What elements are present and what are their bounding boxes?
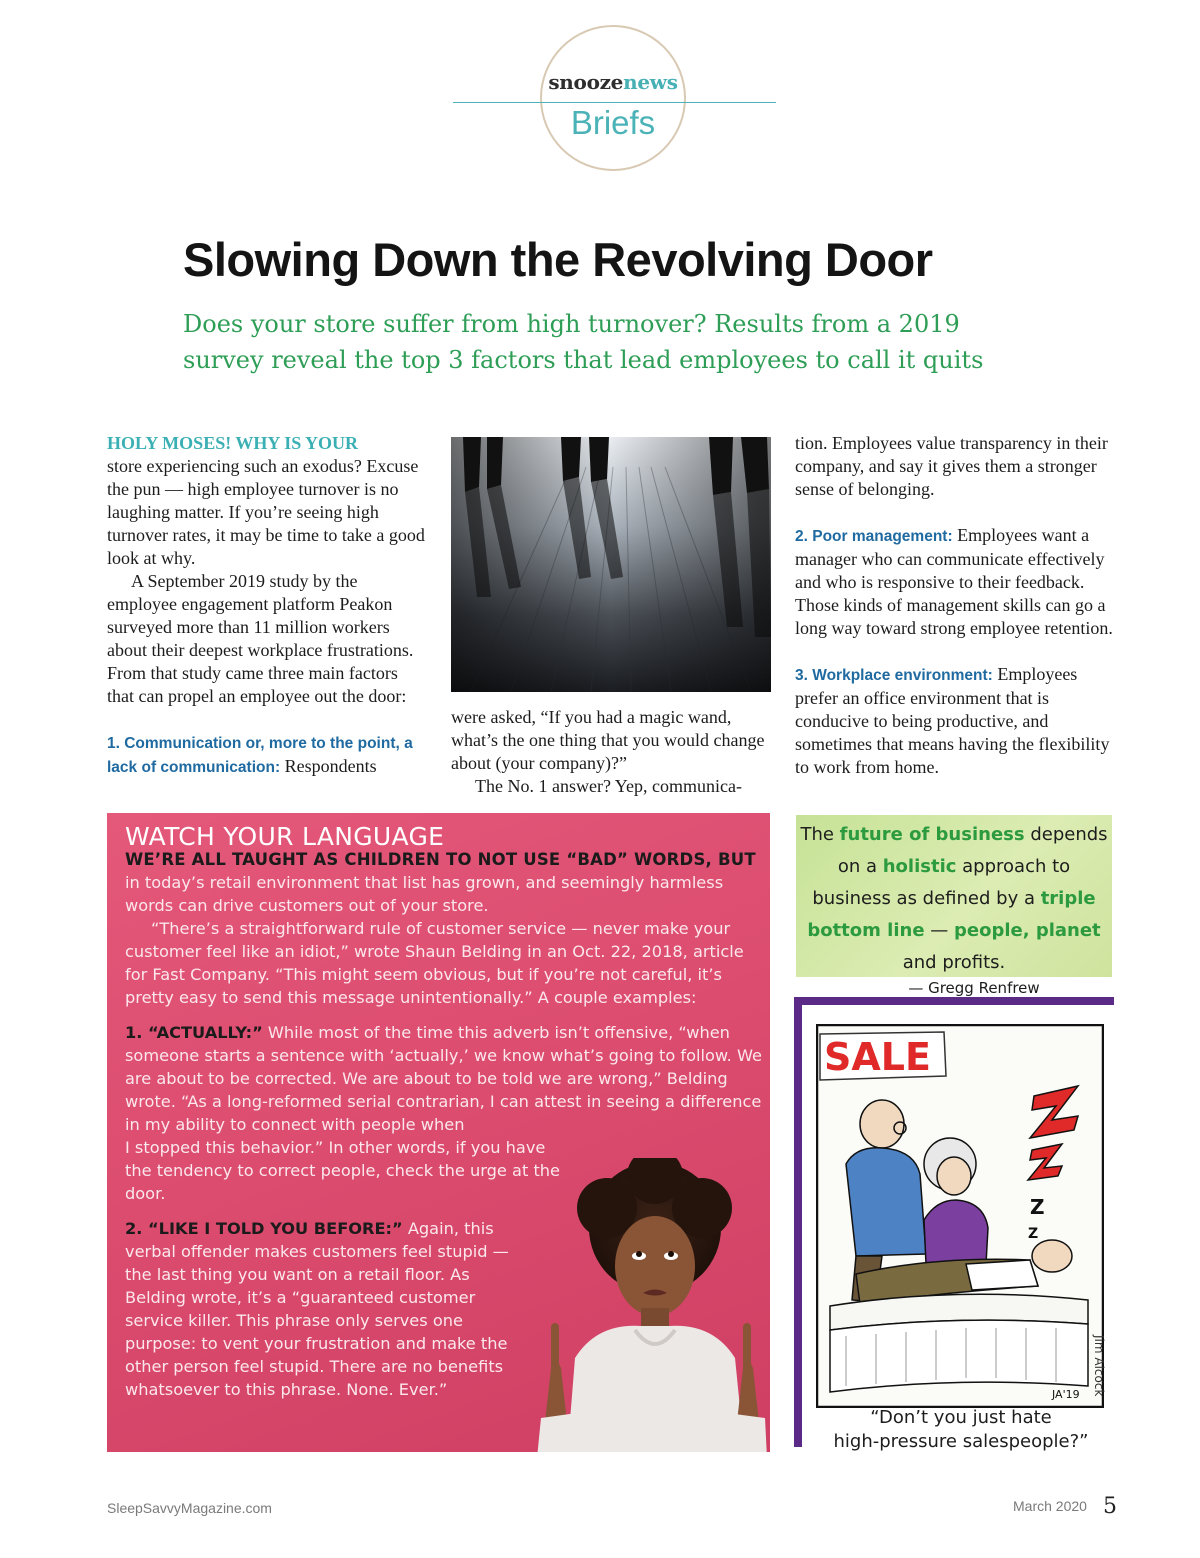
col2-para-1: were asked, “If you had a magic wand, what’s the one thing that you would change about (your company)?” [451,707,765,773]
caption-line-1: “Don’t you just hate [870,1407,1052,1428]
quote-text-4: — [924,920,954,941]
article-subtitle: Does your store suffer from high turnover? Results from a 2019 survey reveal the top 3 factors that lead employees to call it quits [183,310,984,374]
sidebar-item-1 [125,1021,765,1136]
sidebar-item-2-heading: 2. “LIKE I TOLD YOU BEFORE:” [125,1219,403,1238]
item-3-text: Employees prefer an office environment that is conducive to being productive, and sometimes that means having the flexibility to work from home. [795,664,1110,777]
header-rule [453,102,776,103]
quote-text-2: depends on a [837,824,1108,877]
quote-text-3: approach to business as defined by a [812,856,1071,909]
sidebar-item-2 [125,1217,535,1401]
pull-quote-box [796,815,1112,997]
col1-item-1 [107,731,425,779]
cartoon-caption [806,1406,1116,1454]
footer-site: SleepSavvyMagazine.com [107,1500,272,1516]
brand-logo [540,70,686,94]
item-2-heading: 2. Poor management: [795,528,953,545]
col2-para-2: The No. 1 answer? Yep, communica- [475,776,742,796]
sidebar-lead-caps: WE’RE ALL TAUGHT AS CHILDREN TO NOT USE “BAD” WORDS, BUT [125,850,756,869]
col1-para-1 [107,432,425,570]
lead-in-caps: HOLY MOSES! WHY IS YOUR [107,433,359,453]
sidebar-para-2: “There’s a straightforward rule of customer service — never make your customer feel like an idiot,” wrote Shaun Belding in an Oct. 22, 2018, article for Fast Company. “This might seem obvious, but if you’re not careful, it’s pretty easy to send this message unintentionally.” A couple examples: [125,919,744,1007]
col1-para-2: A September 2019 study by the employee engagement platform Peakon surveyed more than 11 million workers about their deepest workplace frustrations. From that study came three main factors that can propel an employee out the door: [107,571,414,706]
cartoon-signature: JA'19 [1052,1388,1080,1401]
cartoon-sign-text: SALE [824,1035,931,1079]
mattress-cartoon [816,1024,1104,1408]
column-1 [107,432,425,779]
item-3-heading: 3. Workplace environment: [795,667,993,684]
watch-your-language-sidebar [107,813,770,1452]
page-number: 5 [1103,1494,1117,1519]
svg-text:Z: Z [1028,1226,1039,1242]
quote-highlight-3: triple bottom line [807,888,1096,941]
sidebar-item-1-text-a: While most of the time this adverb isn’t offensive, “when someone starts a sentence with ‘actually,’ we know what’s going to follow. We are about to be corrected. We are about to be told we are wrong,” Belding wrote. “As a long-reformed serial contrarian, I can attest in seeing a difference in my ability to connect with people when [125,1023,762,1134]
quote-attribution: — Gregg Renfrew [908,979,1040,997]
sidebar-para-1: in today’s retail environment that list has grown, and seemingly harmless words can drive customers out of your store. [125,873,724,915]
cartoon-credit: Jim Alcock [1092,1335,1106,1397]
sidebar-item-2-text: Again, this verbal offender makes customers feel stupid — the last thing you want on a retail floor. As Belding wrote, it’s a “guaranteed customer service killer. This phrase only serves one purpose: to vent your frustration and make the other person feel stupid. There are no benefits whatsoever to this phrase. None. Ever.” [125,1219,509,1399]
header-badge-ring [540,25,686,171]
sidebar-item-1-heading: 1. “ACTUALLY:” [125,1023,263,1042]
col3-item-3 [795,663,1117,779]
sidebar-title: WATCH YOUR LANGUAGE [125,822,445,851]
article-title: Slowing Down the Revolving Door [183,233,933,286]
walking-feet-photo [451,437,771,692]
item-2-text: Employees want a manager who can communicate effectively and who is responsive to their feedback. Those kinds of management skills can go a long way toward strong employee retention. [795,525,1113,638]
svg-text:Z: Z [1030,1195,1045,1219]
col3-item-2 [795,524,1117,640]
sidebar-item-1-text-b: I stopped this behavior.” In other words, if you have the tendency to correct people, check the urge at the door. [125,1138,561,1203]
sidebar-text [125,822,765,1401]
quote-highlight-4: people, planet [954,920,1101,941]
footer-issue: March 2020 [1013,1498,1087,1514]
col1-para-1-text: store experiencing such an exodus? Excuse the pun — high employee turnover is no laughing matter. If you’re seeing high turnover rates, it may be time to take a good look at why. [107,456,425,568]
col3-para-1: tion. Employees value transparency in their company, and say it gives them a stronger sense of belonging. [795,433,1108,499]
quote-highlight-1: future of business [839,824,1025,845]
quote-text-1: The [800,824,840,845]
column-3 [795,432,1117,779]
brand-part-1: snooze [548,70,624,94]
quote-highlight-2: holistic [882,856,957,877]
item-1-text: Respondents [284,756,377,776]
brand-part-2: news [623,70,678,94]
section-label: Briefs [570,104,656,141]
sidebar-lead [125,848,765,917]
column-2 [451,706,771,798]
caption-line-2: high-pressure salespeople?” [833,1431,1089,1452]
item-1-heading: 1. Communication or, more to the point, a lack of communication: [107,735,413,776]
quote-text-5: and profits. [902,952,1006,973]
